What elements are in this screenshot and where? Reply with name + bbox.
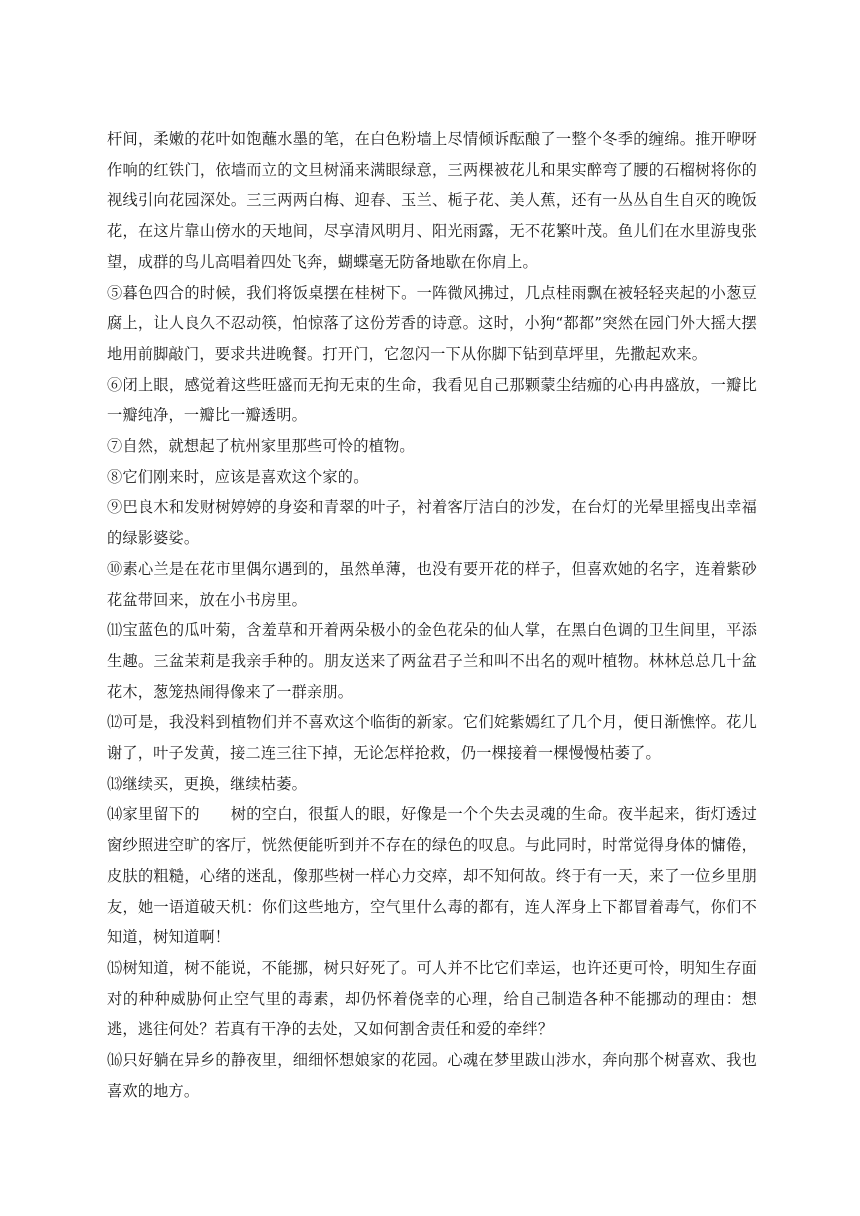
- paragraph-5: ⑤暮色四合的时候，我们将饭桌摆在桂树下。一阵微风拂过，几点桂雨飘在被轻轻夹起的小葱豆腐上，让人良久不忍动筷，怕惊落了这份芳香的诗意。这时，小狗“都都”突然在园门外大摇大摆地用前脚敲门，要求共进晚餐。打开门，它忽闪一下从你脚下钻到草坪里，先撒起欢来。: [107, 283, 757, 363]
- paragraph-16: ⒃只好躺在异乡的静夜里，细细怀想娘家的花园。心魂在梦里跋山涉水，奔向那个树喜欢、我也喜欢的地方。: [107, 1051, 757, 1100]
- paragraph-13: ⒀继续买，更换，继续枯萎。: [107, 774, 308, 793]
- paragraph-8: ⑧它们刚来时，应该是喜欢这个家的。: [107, 467, 369, 486]
- paragraph-11: ⑾宝蓝色的瓜叶菊，含羞草和开着两朵极小的金色花朵的仙人掌，在黑白色调的卫生间里，平添生趣。三盆茉莉是我亲手种的。朋友送来了两盆君子兰和叫不出名的观叶植物。林林总总几十盆花木，葱笼热闹得像来了一群亲朋。: [107, 621, 757, 701]
- paragraph-7: ⑦自然，就想起了杭州家里那些可怜的植物。: [107, 437, 415, 456]
- paragraph-6: ⑥闭上眼，感觉着这些旺盛而无拘无束的生命，我看见自己那颗蒙尘结痂的心冉冉盛放，一瓣比一瓣纯净，一瓣比一瓣透明。: [107, 375, 757, 425]
- paragraph-9: ⑨巴良木和发财树婷婷的身姿和青翠的叶子，衬着客厅洁白的沙发，在台灯的光晕里摇曳出幸福的绿影婆娑。: [107, 498, 757, 548]
- paragraph-15: ⒂树知道，树不能说，不能挪，树只好死了。可人并不比它们幸运，也许还更可怜，明知生存面对的种种威胁何止空气里的毒素，却仍怀着侥幸的心理，给自己制造各种不能挪动的理由：想逃，逃往何处？若真有干净的去处，又如何割舍责任和爱的牵绊？: [107, 958, 757, 1039]
- paragraph-4-continuation: 杆间，柔嫩的花叶如饱蘸水墨的笔，在白色粉墙上尽情倾诉酝酿了一整个冬季的缠绵。推开咿呀作响的红铁门，依墙而立的文旦树涌来满眼绿意，三两棵被花儿和果实醉弯了腰的石榴树将你的视线引向花园深处。三三两两白梅、迎春、玉兰、栀子花、美人蕉，还有一丛丛自生自灭的晚饭花，在这片靠山傍水的天地间，尽享清风明月、阳光雨露，无不花繁叶茂。鱼儿们在水里游曳张望，成群的鸟儿高唱着四处飞奔，蝴蝶毫无防备地歇在你肩上。: [107, 130, 757, 271]
- paragraph-10: ⑩素心兰是在花市里偶尔遇到的，虽然单薄，也没有要开花的样子，但喜欢她的名字，连着紫砂花盆带回来，放在小书房里。: [107, 559, 757, 609]
- paragraph-12: ⑿可是，我没料到植物们并不喜欢这个临街的新家。它们姹紫嫣红了几个月，便日渐憔悴。花儿谢了，叶子发黄，接二连三往下掉，无论怎样抢救，仍一棵接着一棵慢慢枯萎了。: [107, 713, 757, 763]
- article-body: [107, 124, 757, 1107]
- paragraph-14: ⒁家里留下的 树的空白，很蜇人的眼，好像是一个个失去灵魂的生命。夜半起来，街灯透过窗纱照进空旷的客厅，恍然便能听到并不存在的绿色的叹息。与此同时，时常觉得身体的慵倦，皮肤的粗糙，心绪的迷乱，像那些树一样心力交瘁，却不知何故。终于有一天，来了一位乡里朋友，她一语道破天机：你们这些地方，空气里什么毒的都有，连人浑身上下都冒着毒气，你们不知道，树知道啊！: [107, 805, 757, 947]
